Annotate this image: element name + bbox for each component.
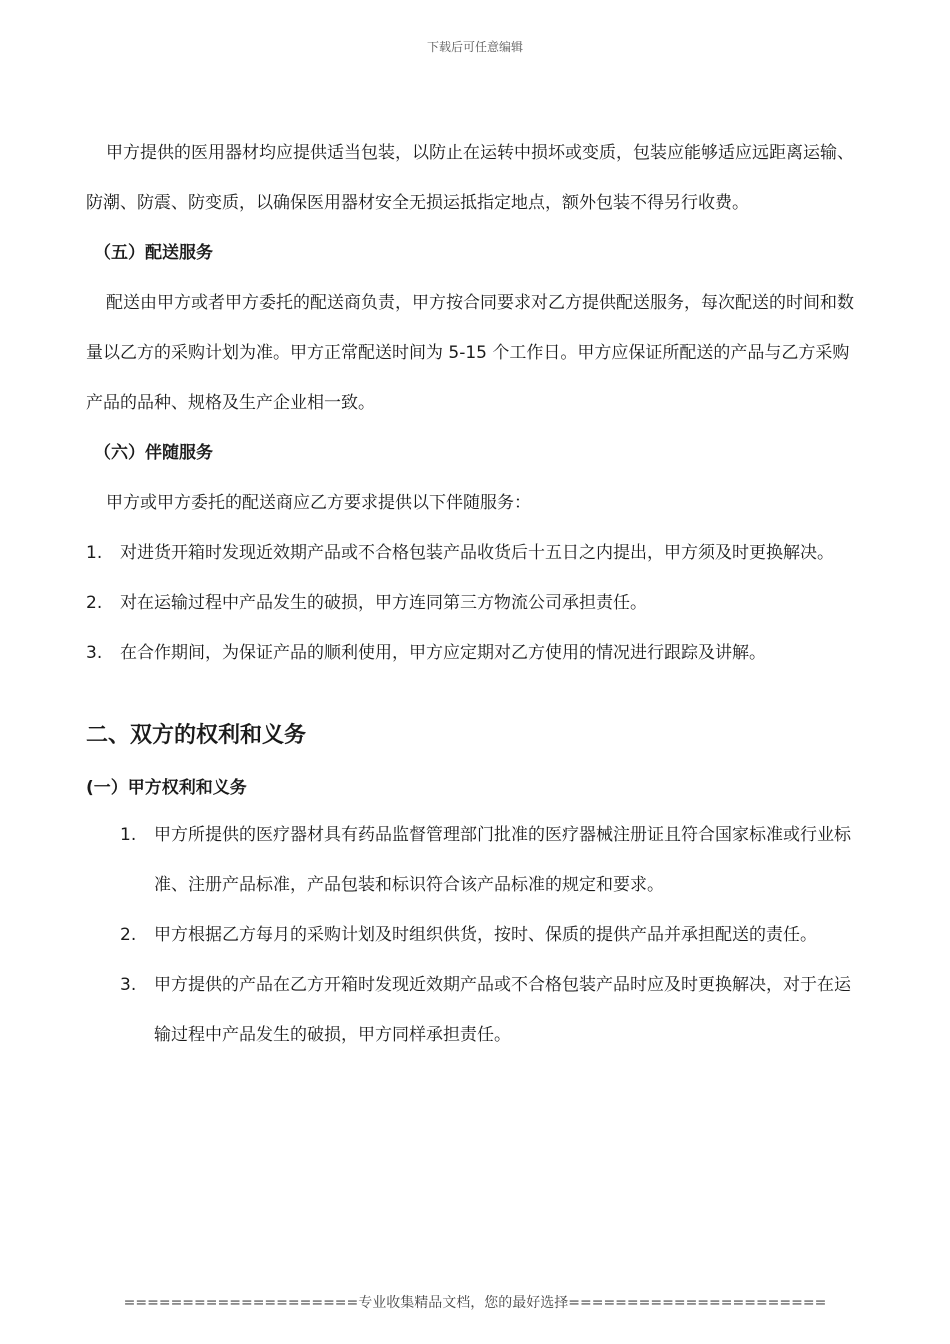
list-number: 3.: [86, 643, 103, 663]
page-footer: ====================专业收集精品文档，您的最好选择======================: [123, 1295, 827, 1311]
list-text: 对进货开箱时发现近效期产品或不合格包装产品收货后十五日之内提出，甲方须及时更换解决。: [120, 543, 834, 563]
list-item: [120, 810, 866, 910]
list-item: [86, 628, 866, 678]
list-text: 在合作期间，为保证产品的顺利使用，甲方应定期对乙方使用的情况进行跟踪及讲解。: [120, 643, 766, 663]
section-heading: 二、双方的权利和义务: [86, 723, 307, 748]
list-number: 2.: [86, 593, 103, 613]
list-item: [86, 528, 866, 578]
accompany-list: [86, 528, 866, 678]
list-number: 2.: [120, 925, 137, 945]
page-header: 下载后可任意编辑: [426, 40, 523, 54]
rights-list: [86, 810, 866, 1060]
list-number: 1.: [86, 543, 103, 563]
list-text: 甲方所提供的医疗器材具有药品监督管理部门批准的医疗器械注册证且符合国家标准或行业标准、注册产品标准，产品包装和标识符合该产品标准的规定和要求。: [154, 825, 851, 895]
accompany-heading: （六）伴随服务: [94, 443, 213, 463]
document-body: [86, 128, 866, 1060]
list-item: [120, 960, 866, 1060]
list-item: [86, 578, 866, 628]
list-number: 3.: [120, 975, 137, 995]
list-text: 对在运输过程中产品发生的破损，甲方连同第三方物流公司承担责任。: [120, 593, 647, 613]
list-text: 甲方提供的产品在乙方开箱时发现近效期产品或不合格包装产品时应及时更换解决，对于在运输过程中产品发生的破损，甲方同样承担责任。: [154, 975, 851, 1045]
list-number: 1.: [120, 825, 137, 845]
delivery-paragraph: 配送由甲方或者甲方委托的配送商负责，甲方按合同要求对乙方提供配送服务，每次配送的时间和数量以乙方的采购计划为准。甲方正常配送时间为 5-15 个工作日。甲方应保证所配送的产品与乙方采购产品的品种、规格及生产企业相一致。: [86, 293, 854, 413]
section-sub-heading: (一）甲方权利和义务: [86, 778, 247, 798]
delivery-heading: （五）配送服务: [94, 243, 213, 263]
list-text: 甲方根据乙方每月的采购计划及时组织供货，按时、保质的提供产品并承担配送的责任。: [154, 925, 817, 945]
intro-paragraph: 甲方提供的医用器材均应提供适当包装，以防止在运转中损坏或变质，包装应能够适应远距离运输、防潮、防震、防变质，以确保医用器材安全无损运抵指定地点，额外包装不得另行收费。: [86, 143, 854, 213]
list-item: [120, 910, 866, 960]
accompany-paragraph: 甲方或甲方委托的配送商应乙方要求提供以下伴随服务：: [106, 493, 531, 513]
